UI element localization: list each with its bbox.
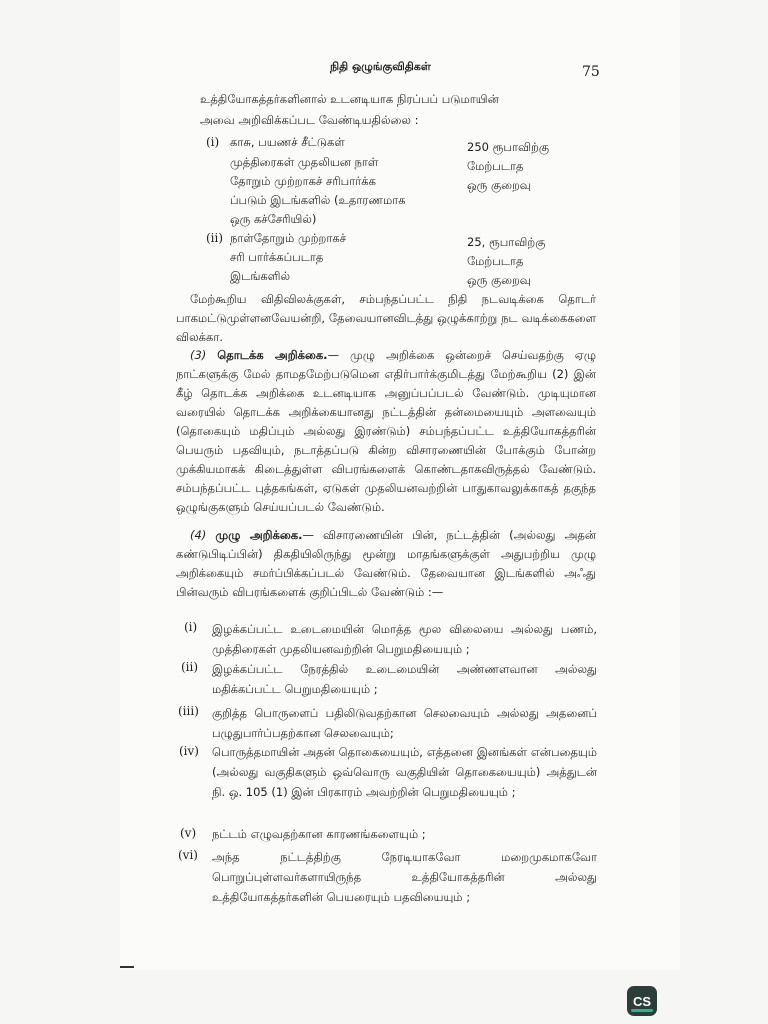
table-row-number: (i) (206, 135, 220, 149)
table-right-cell: 250 ரூபாவிற்கு (467, 140, 550, 154)
list-item-number: (ii) (181, 660, 199, 674)
section-number: (3) (190, 348, 207, 362)
table-right-cell: 25, ரூபாவிற்கு (467, 235, 546, 249)
list-item-number: (v) (180, 826, 197, 840)
list-item: குறித்த பொருளைப் பதிலிடுவதற்கான செலவையும் அல்லது அதனைப் பழுதுபார்ப்பதற்கான செலவையும்; (212, 706, 597, 740)
list-item: பொருத்தமாயின் அதன் தொகையையும், எத்தனை இனங்கள் என்பதையும் (அல்லது வகுதிகளும் ஒவ்வொரு வகுதியின் தொகையையும்) அத்துடன் நி. ஒ. 105 (1) இன் பிரகாரம் அவற்றின் பெறுமதியையும் ; (212, 745, 597, 799)
list-item-number: (vi) (178, 848, 198, 862)
section-3-paragraph (176, 346, 596, 517)
table-right-cell: மேற்படாத (467, 159, 524, 173)
section-body: — விசாரணையின் பின், நட்டத்தின் (அல்லது அதன் கண்டுபிடிப்பின்) திகதியிலிருந்து மூன்று மாதங்களுக்குள் அதுபற்றிய முழு அறிக்கையும் சமர்ப்பிக்கப்படல் வேண்டும். தேவையான இடங்களில் அஃது பின்வரும் விபரங்களைக் குறிப்பிடல் வேண்டும் :— (176, 528, 596, 599)
exceptions-paragraph: மேற்கூறிய விதிவிலக்குகள், சம்பந்தப்பட்ட நிதி நடவடிக்கை தொடர் பாகமட்டுமுள்ளனவேயன்றி, தேவையானவிடத்து ஒழுக்காற்று நட வடிக்கைகளை விலக்கா. (176, 292, 596, 344)
list-item-number: (i) (184, 620, 198, 634)
section-heading: முழு அறிக்கை. (215, 528, 303, 542)
table-right-cell: மேற்படாத (467, 254, 524, 268)
table-left-cell: தோறும் முற்றாகச் சரிபார்க்க (230, 174, 376, 188)
table-left-cell: ஒரு கச்சேரியில்) (230, 212, 317, 226)
table-left-cell: ப்படும் இடங்களில் (உதாரணமாக (230, 193, 406, 207)
table-row-number: (ii) (206, 231, 224, 245)
table-right-cell: ஒரு குறைவு (467, 178, 531, 192)
page-number: 75 (582, 64, 600, 80)
list-item: இழக்கப்பட்ட நேரத்தில் உடைமையின் அண்ணளவான அல்லது மதிக்கப்பட்ட பெறுமதியையும் ; (212, 662, 597, 696)
section-4-paragraph (176, 526, 596, 602)
list-item: நட்டம் எழுவதற்கான காரணங்களையும் ; (212, 827, 426, 841)
section-body: — முழு அறிக்கை ஒன்றைச் செய்வதற்கு ஏழு நாட்களுக்கு மேல் தாமதமேற்படுமென எதிர்பார்க்குமிடத்து மேற்கூறிய (2) இன் கீழ் தொடக்க அறிக்கை உடனடியாக அனுப்பப்படல் வேண்டும். முடியுமான வரையில் தொடக்க அறிக்கையானது நட்டத்தின் தன்மையையும் அளவையும் (தொகையும் மதிப்பும் அல்லது இரண்டும்) சம்பந்தப்பட்ட உத்தியோகத்தரின் பெயரும் பதவியும், நடாத்தப்படு கின்ற விசாரணையின் போக்கும் போன்ற முக்கியமாகக் கிடைத்துள்ள விபரங்களைக் கொண்டதாகவிருத்தல் வேண்டும். சம்பந்தப்பட்ட புத்தகங்கள், ஏடுகள் முதலியனவற்றின் பாதுகாவலுக்காகத் தகுந்த ஒழுங்குகளும் செய்யப்படல் வேண்டும். (176, 348, 597, 514)
list-item: அந்த நட்டத்திற்கு நேரடியாகவோ மறைமுகமாகவோ பொறுப்புள்ளவர்களாயிருந்த உத்தியோகத்தரின் அல்லது உத்தியோகத்தர்களின் பெயரையும் பதவியையும் ; (212, 850, 597, 904)
section-heading: தொடக்க அறிக்கை. (217, 348, 328, 362)
table-right-cell: ஒரு குறைவு (467, 273, 531, 287)
list-item: இழக்கப்பட்ட உடைமையின் மொத்த மூல விலையை அல்லது பணம், முத்திரைகள் முதலியனவற்றின் பெறுமதியையும் ; (212, 622, 597, 656)
table-left-cell: சரி பார்க்கப்படாத (230, 250, 324, 264)
table-left-cell: முத்திரைகள் முதலியன நாள் (230, 155, 379, 169)
table-left-cell: நாள்தோறும் முற்றாகச் (230, 231, 347, 245)
running-title: நிதி ஒழுங்குவிதிகள் (330, 60, 431, 73)
table-left-cell: இடங்களில் (230, 269, 291, 283)
list-item-number: (iii) (178, 704, 199, 718)
section-number: (4) (190, 528, 207, 542)
intro-line: உத்தியோகத்தர்களினால் உடனடியாக நிரப்பப் படுமாயின் (200, 92, 499, 106)
table-left-cell: காசு, பயணச் சீட்டுகள் (230, 135, 345, 149)
page-edge-mark (120, 966, 134, 968)
intro-line: அவை அறிவிக்கப்பட வேண்டியதில்லை : (200, 113, 419, 127)
camscanner-logo-icon: CS (627, 986, 657, 1016)
list-item-number: (iv) (179, 744, 199, 758)
